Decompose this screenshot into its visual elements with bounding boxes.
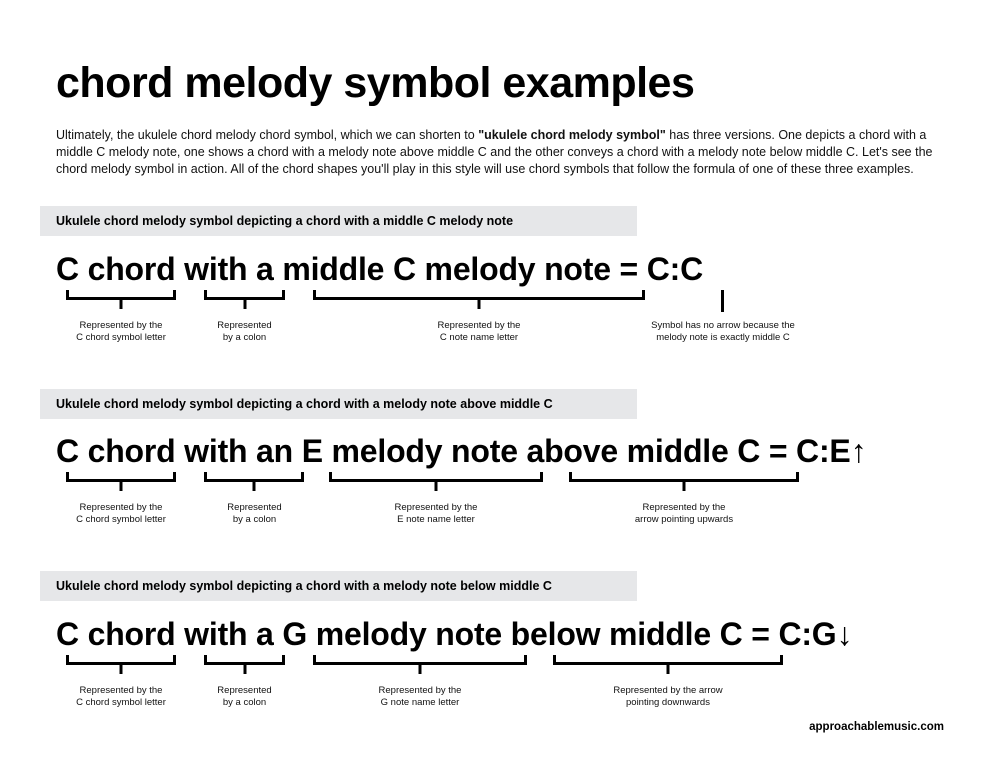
example-3-bracket-note bbox=[313, 655, 527, 665]
example-3-banner: Ukulele chord melody symbol depicting a chord with a melody note below middle C bbox=[40, 571, 637, 601]
intro-text-start: Ultimately, the ukulele chord melody chord symbol, which we can shorten to bbox=[56, 128, 479, 142]
example-1-equation: C chord with a middle C melody note = C:C bbox=[56, 251, 703, 287]
example-2-equation: C chord with an E melody note above middle C = C:E↑ bbox=[56, 433, 867, 469]
example-2-caption-chord: Represented by the C chord symbol letter bbox=[76, 502, 166, 525]
example-1-caption-colon: Represented by a colon bbox=[217, 320, 272, 343]
example-1-bracket-note bbox=[313, 290, 645, 300]
example-2-banner: Ukulele chord melody symbol depicting a chord with a melody note above middle C bbox=[40, 389, 637, 419]
example-1-banner: Ukulele chord melody symbol depicting a chord with a middle C melody note bbox=[40, 206, 637, 236]
example-1-tick-no-arrow bbox=[721, 290, 724, 312]
example-2-bracket-chord bbox=[66, 472, 176, 482]
example-2-bracket-colon bbox=[204, 472, 304, 482]
example-1-caption-chord: Represented by the C chord symbol letter bbox=[76, 320, 166, 343]
example-3-caption-chord: Represented by the C chord symbol letter bbox=[76, 685, 166, 708]
example-1-caption-note: Represented by the C note name letter bbox=[437, 320, 521, 343]
example-2-bracket-arrow bbox=[569, 472, 799, 482]
example-3-bracket-colon bbox=[204, 655, 285, 665]
example-2-bracket-note bbox=[329, 472, 543, 482]
example-3-caption-note: Represented by the G note name letter bbox=[378, 685, 462, 708]
example-3-caption-arrow: Represented by the arrow pointing downwards bbox=[613, 685, 723, 708]
footer-website: approachablemusic.com bbox=[809, 721, 944, 733]
example-2-caption-colon: Represented by a colon bbox=[227, 502, 282, 525]
example-3-caption-colon: Represented by a colon bbox=[217, 685, 272, 708]
example-2-caption-arrow: Represented by the arrow pointing upwards bbox=[634, 502, 734, 525]
example-3-bracket-arrow bbox=[553, 655, 783, 665]
example-1-bracket-colon bbox=[204, 290, 285, 300]
example-3-equation: C chord with a G melody note below middle C = C:G↓ bbox=[56, 616, 853, 652]
intro-paragraph bbox=[56, 127, 956, 178]
example-1-caption-arrow: Symbol has no arrow because the melody note is exactly middle C bbox=[651, 320, 795, 343]
example-2-caption-note: Represented by the E note name letter bbox=[394, 502, 478, 525]
intro-text-end: has three versions. One depicts a chord with a middle C melody note, one shows a chord with a melody note above middle C and the other conveys a chord with a melody note below middle C. Let's see the chord melody symbol in action. All of the chord shapes you'll play in this style will use chord symbols that follow the formula of one of these three examples. bbox=[56, 128, 933, 176]
example-1-bracket-chord bbox=[66, 290, 176, 300]
page-title: chord melody symbol examples bbox=[56, 59, 695, 107]
intro-text-bold: "ukulele chord melody symbol" bbox=[478, 128, 666, 142]
example-3-bracket-chord bbox=[66, 655, 176, 665]
